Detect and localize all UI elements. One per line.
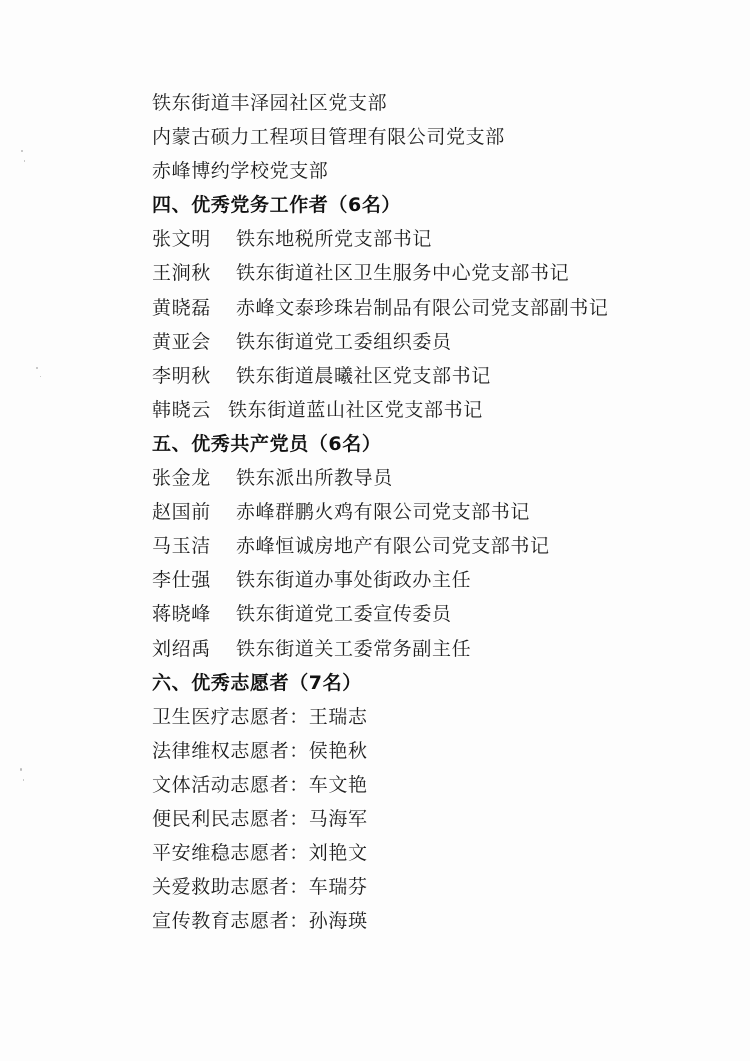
section-heading-volunteers: 六、优秀志愿者（7名） [152, 671, 362, 694]
person-row [152, 291, 712, 325]
person-row [152, 632, 712, 666]
volunteer-row: 文体活动志愿者：车文艳 [152, 773, 368, 796]
person-row [152, 597, 712, 631]
person-role: 铁东街道办事处街政办主任 [236, 569, 472, 592]
person-role: 铁东街道党工委组织委员 [236, 330, 452, 353]
person-role: 铁东街道党工委宣传委员 [236, 603, 452, 626]
unit-line: 内蒙古硕力工程项目管理有限公司党支部 [152, 126, 505, 149]
person-name: 刘绍禹 [152, 637, 211, 660]
document-body [152, 86, 712, 938]
person-row [152, 461, 712, 495]
person-role: 赤峰群鹏火鸡有限公司党支部书记 [236, 501, 531, 524]
volunteer-row: 宣传教育志愿者：孙海瑛 [152, 910, 368, 933]
person-role: 赤峰恒诚房地产有限公司党支部书记 [236, 535, 550, 558]
person-name: 赵国前 [152, 501, 211, 524]
person-name: 黄晓磊 [152, 296, 211, 319]
person-row [152, 325, 712, 359]
person-name: 马玉洁 [152, 535, 211, 558]
person-role: 铁东地税所党支部书记 [236, 228, 433, 251]
person-name: 李仕强 [152, 569, 211, 592]
volunteer-row: 关爱救助志愿者：车瑞芬 [152, 876, 368, 899]
person-name: 韩晓云 [152, 398, 211, 421]
volunteer-row: 法律维权志愿者：侯艳秋 [152, 739, 368, 762]
person-row [152, 393, 712, 427]
unit-line: 赤峰博约学校党支部 [152, 160, 329, 183]
person-row [152, 563, 712, 597]
person-row [152, 495, 712, 529]
section-heading-party-members: 五、优秀共产党员（6名） [152, 432, 382, 455]
person-row [152, 222, 712, 256]
person-role: 铁东街道关工委常务副主任 [236, 637, 472, 660]
person-row [152, 256, 712, 290]
person-name: 黄亚会 [152, 330, 211, 353]
person-name: 蒋晓峰 [152, 603, 211, 626]
person-name: 张文明 [152, 228, 211, 251]
person-role: 铁东街道晨曦社区党支部书记 [236, 364, 491, 387]
person-role: 赤峰文泰珍珠岩制品有限公司党支部副书记 [236, 296, 609, 319]
unit-line: 铁东街道丰泽园社区党支部 [152, 92, 388, 114]
person-name: 李明秋 [152, 364, 211, 387]
volunteer-row: 平安维稳志愿者：刘艳文 [152, 842, 368, 865]
person-role: 铁东街道社区卫生服务中心党支部书记 [236, 262, 570, 285]
person-row [152, 529, 712, 563]
volunteer-row: 便民利民志愿者：马海军 [152, 807, 368, 830]
volunteer-row: 卫生医疗志愿者：王瑞志 [152, 705, 368, 728]
person-role: 铁东派出所教导员 [236, 467, 393, 490]
person-name: 张金龙 [152, 467, 211, 490]
section-heading-party-workers: 四、优秀党务工作者（6名） [152, 194, 402, 217]
person-row [152, 359, 712, 393]
person-name: 王涧秋 [152, 262, 211, 285]
person-role: 铁东街道蓝山社区党支部书记 [228, 398, 483, 421]
